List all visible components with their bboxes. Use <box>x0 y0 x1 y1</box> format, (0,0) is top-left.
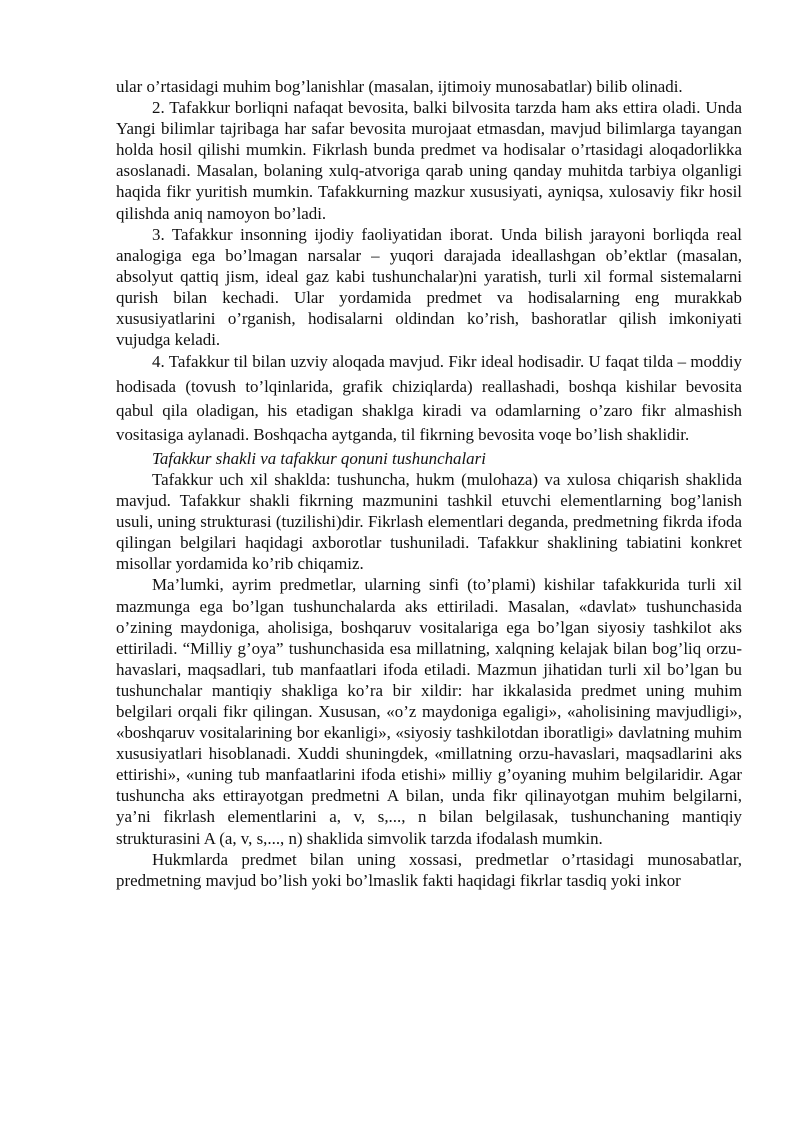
paragraph-continuation: ular o’rtasidagi muhim bog’lanishlar (masalan, ijtimoiy munosabatlar) bilib olinadi. <box>116 77 683 96</box>
paragraph-concepts: Ma’lumki, ayrim predmetlar, ularning sinfi (to’plami) kishilar tafakkurida turli xil mazmunga ega bo’lgan tushunchalarda aks ettiriladi. Masalan, «davlat» tushunchasida o’zining maydoniga, aholisiga, boshqaruv vositalariga ega bo’lgan siyosiy tashkilot aks ettiriladi. “Milliy g’oya” tushunchasida esa millatning, xalqning kelajak bilan bog’liq orzu-havaslari, maqsadlari, tub manfaatlari ifoda etiladi. Mazmun jihatidan turli xil bo’lgan bu tushunchalar mantiqiy shakliga ko’ra bir xildir: har ikkalasida predmet uning muhim belgilari orqali fikr qilingan. Xususan, «o’z maydoniga egaligi», «aholisining mavjudligi», «boshqaruv vositalarining bor ekanligi», «siyosiy tashkilotdan iboratligi» davlatning muhim xususiyatlari hisoblanadi. Xuddi shuningdek, «millatning orzu-havaslari, maqsadlarini aks ettirishi», «uning tub manfaatlarini ifoda etishi» milliy g’oyaning muhim belgilaridir. Agar tushuncha aks ettirayotgan predmetni A bilan, unda fikr qilinayotgan muhim belgilarni, ya’ni fikrlash elementlarini a, v, s,..., n bilan belgilasak, tushunchaning mantiqiy strukturasini A (a, v, s,..., n) shaklida simvolik tarzda ifodalash mumkin. <box>116 575 742 848</box>
document-page <box>116 76 742 891</box>
section-heading: Tafakkur shakli va tafakkur qonuni tushunchalari <box>152 448 486 468</box>
paragraph-judgments: Hukmlarda predmet bilan uning xossasi, predmetlar o’rtasidagi munosabatlar, predmetning mavjud bo’lish yoki bo’lmaslik fakti haqidagi fikrlar tasdiq yoki inkor <box>116 849 742 890</box>
paragraph-point-3: 3. Tafakkur insonning ijodiy faoliyatidan iborat. Unda bilish jarayoni borliqda real analogiga ega bo’lmagan narsalar – yuqori darajada ideallashgan ob’ektlar (masalan, absolyut qattiq jism, ideal gaz kabi tushunchalar)ni yaratish, turli xil formal sistemalarni qurish bilan kechadi. Ular yordamida predmet va hodisalarning eng murakkab xususiyatlarini o’rganish, hodisalarni oldindan ko’rish, bashoratlar qilish imkoniyati vujudga keladi. <box>116 224 742 350</box>
paragraph-thought-forms: Tafakkur uch xil shaklda: tushuncha, hukm (mulohaza) va xulosa chiqarish shaklida mavjud. Tafakkur shakli fikrning mazmunini tashkil etuvchi elementlarning bog’lanish usuli, uning strukturasi (tuzilishi)dir. Fikrlash elementlari deganda, predmetning fikrda ifoda qilingan belgilari haqidagi axborotlar tushuniladi. Tafakkur shaklining tabiatini konkret misollar yordamida ko’rib chiqamiz. <box>116 469 742 574</box>
paragraph-point-4: 4. Tafakkur til bilan uzviy aloqada mavjud. Fikr ideal hodisadir. U faqat tilda – moddiy hodisada (tovush to’lqinlarida, grafik chiziqlarda) reallashadi, boshqa kishilar bevosita qabul qila oladigan, his etadigan shaklga kiradi va odamlarning o’zaro fikr almashish vositasiga aylanadi. Boshqacha aytganda, til fikrning bevosita voqe bo’lish shaklidir. <box>116 352 742 445</box>
paragraph-point-2: 2. Tafakkur borliqni nafaqat bevosita, balki bilvosita tarzda ham aks ettira oladi. Unda Yangi bilimlar tajribaga har safar bevosita murojaat etmasdan, mavjud bilimlarga tayangan holda hosil qilishi mumkin. Fikrlash bunda predmet va hodisalar o’rtasidagi aloqadorlikka asoslanadi. Masalan, bolaning xulq-atvoriga qarab uning qanday muhitda tarbiya olganligi haqida fikr yuritish mumkin. Tafakkurning mazkur xususiyati, ayniqsa, xulosaviy fikr hosil qilishda aniq namoyon bo’ladi. <box>116 98 742 223</box>
